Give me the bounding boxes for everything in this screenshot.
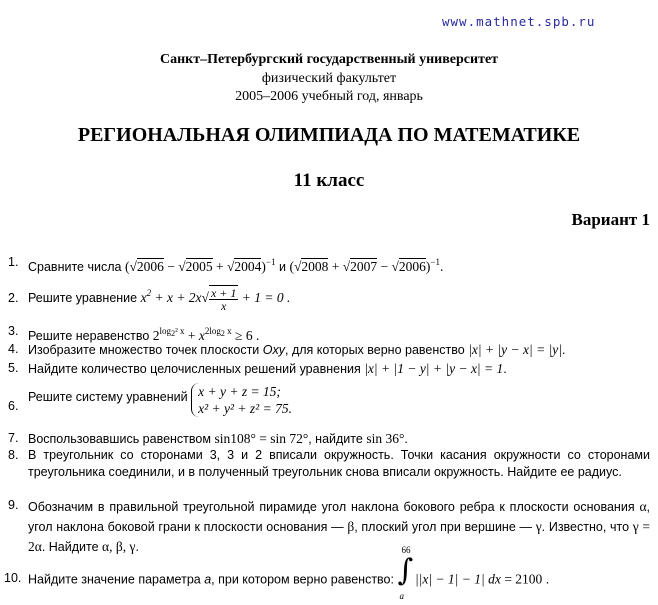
variant-label: Вариант 1 — [571, 210, 650, 229]
problem-number: 4. — [8, 342, 19, 356]
problem-text: В треугольник со сторонами 3, 3 и 2 вписали окружность. Точки касания окружности со сторонами треугольника соединили, и в полученный треугольник снова вписали окружность. Найдите ее радиус. — [28, 448, 650, 479]
problem-number: 7. — [8, 431, 19, 445]
problem-expression-2: $(√2008 + √2007 - √2006)^{-1}$. — [289, 257, 444, 274]
alpha-symbol: α — [639, 499, 647, 514]
problem-number: 5. — [8, 361, 19, 375]
problem-text-cont: , найдите — [308, 432, 363, 446]
beta-symbol: β — [347, 519, 355, 534]
faculty-name: физический факультет — [261, 71, 397, 86]
problem-expression-1: $(√2006 - √2005 + √2004)^{-1}$ — [124, 257, 276, 274]
integral-sign: 66 ∫ a — [397, 554, 411, 590]
system-equation-2: x² + y² + z² = 75. — [198, 401, 292, 416]
gamma-relation: γ = 2α — [28, 519, 650, 554]
parameter-name: a — [204, 572, 212, 587]
upper-limit: 66 — [401, 545, 411, 555]
problem-text: Решите систему уравнений — [28, 390, 188, 405]
page-title: РЕГИОНАЛЬНАЯ ОЛИМПИАДА ПО МАТЕМАТИКЕ — [77, 124, 581, 146]
plane-name: Oxy — [262, 343, 286, 357]
problem-number: 10. — [4, 571, 22, 585]
problem-text: Решите неравенство — [28, 329, 150, 343]
problem-expression: $x^2 + x + 2x√$ $\frac{x + 1}{x}$ + 1 = 0 . — [140, 286, 291, 314]
university-name: Санкт–Петербургский государственный университет — [159, 52, 499, 67]
problem-text: Найдите значение параметра — [28, 572, 201, 587]
problem-expression-2: sin 36° — [366, 431, 405, 446]
problem-expression: |x| + |y − x| = |y| — [468, 342, 563, 357]
problem-text: Сравните числа — [28, 260, 122, 274]
equation-system — [191, 383, 292, 417]
problem-text: Найдите количество целочисленных решений уравнения — [28, 362, 361, 376]
unknowns: α, β, γ — [102, 539, 136, 554]
problem-text-and: и — [278, 260, 286, 274]
problem-text-cont: , при котором верно равенство: — [211, 572, 394, 587]
problem-expression-1: sin108° = sin 72° — [214, 431, 309, 446]
problem-number: 1. — [8, 255, 19, 269]
problem-text-cont: , для которых верно равенство — [285, 343, 465, 357]
problem-text: Обозначим в правильной треугольной пирамиде угол наклона бокового ребра к плоскости основания α, угол наклона боковой грани к плоскости основания — β, плоский угол при вершине — γ. Известно, что γ = 2α. Найдите α, β, γ. — [28, 499, 650, 554]
problem-number: 6. — [8, 399, 19, 413]
source-url[interactable]: www.mathnet.spb.ru — [442, 14, 596, 29]
integrand: ||x| − 1| − 1| dx — [414, 571, 501, 587]
integral-value: = 2100 — [504, 571, 543, 587]
problem-number: 8. — [8, 448, 19, 462]
problem-expression: |x| + |1 − y| + |y − x| = 1 — [364, 361, 504, 376]
problem-number: 9. — [8, 498, 19, 512]
lower-limit: a — [399, 591, 404, 601]
problem-text: Решите уравнение — [28, 291, 138, 305]
problem-text: Изобразите множество точек плоскости — [28, 343, 260, 357]
problem-expression: $2^{log2^2 x} + x^{2log2 x} \ge 6$ . — [152, 326, 260, 343]
problem-number: 2. — [8, 291, 19, 305]
problem-number: 3. — [8, 324, 19, 338]
problem-text: Воспользовавшись равенством — [28, 432, 211, 446]
system-equation-1: x + y + z = 15; — [198, 384, 281, 399]
grade-label: 11 класс — [293, 170, 365, 191]
academic-year: 2005–2006 учебный год, январь — [235, 89, 423, 104]
gamma-symbol: γ — [535, 519, 542, 534]
